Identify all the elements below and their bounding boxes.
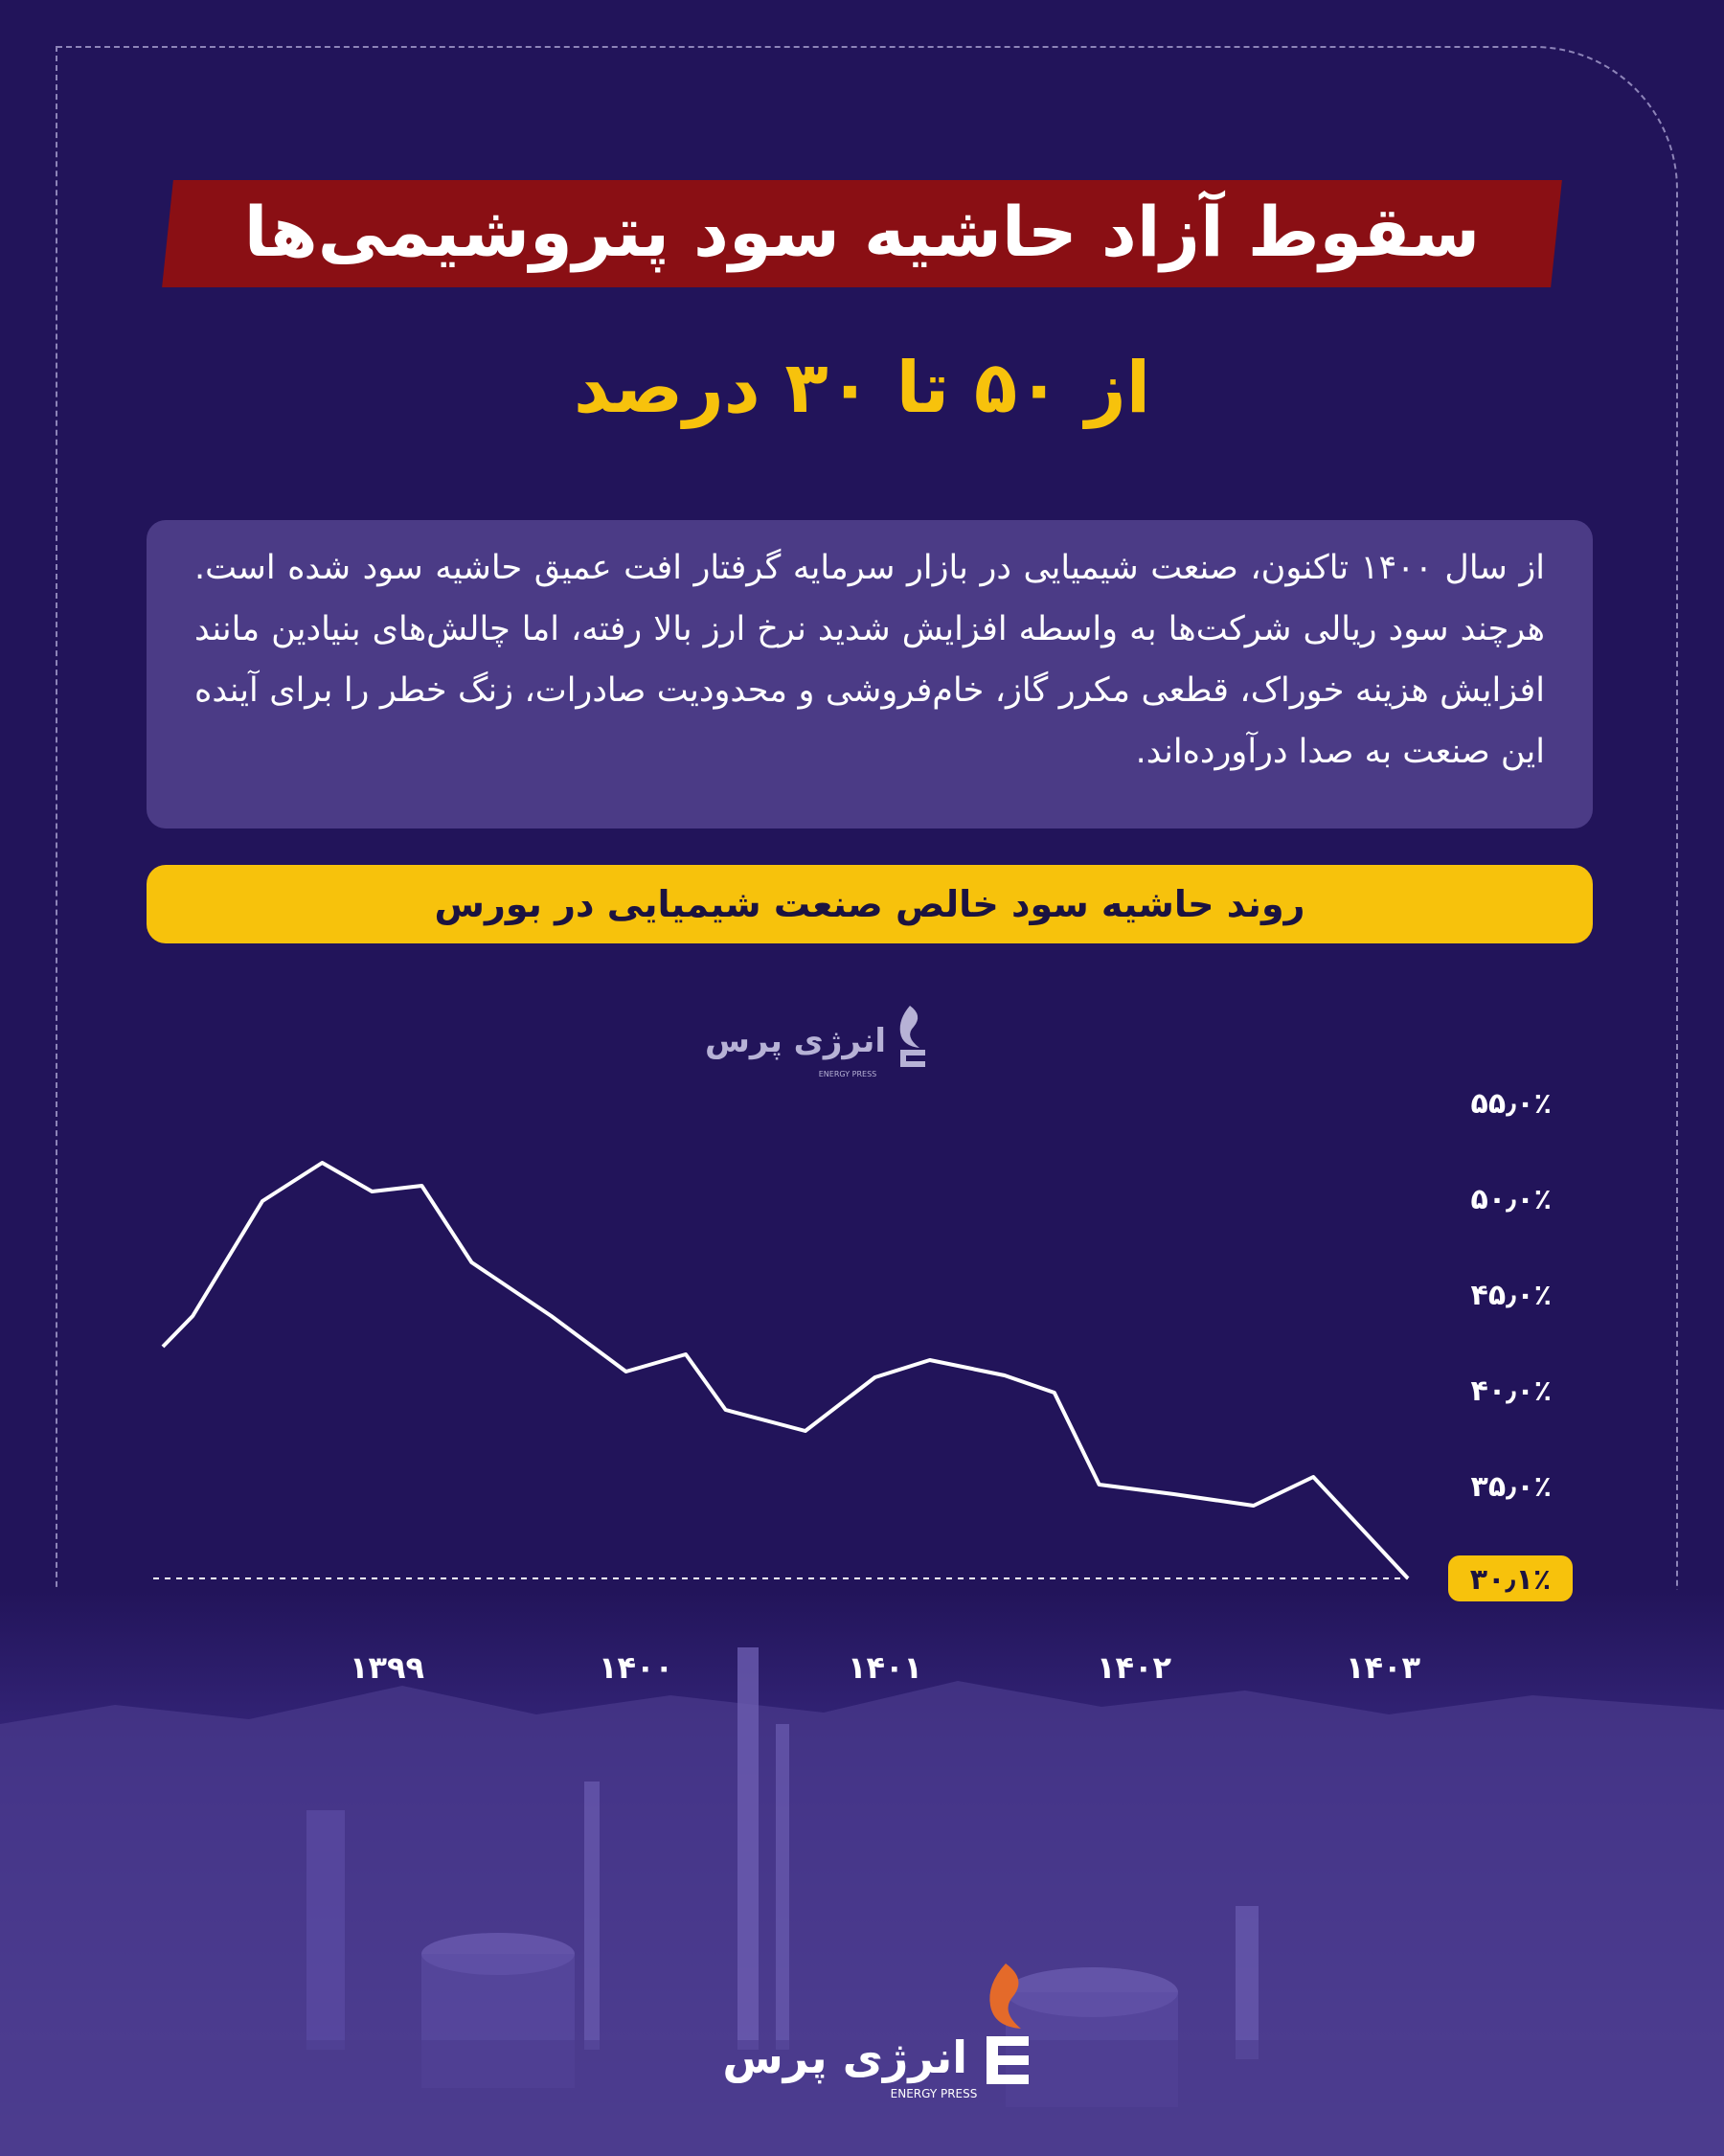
y-tick-label: ۴۵٫۰٪ [1470,1279,1552,1312]
page-title: سقوط آزاد حاشیه سود پتروشیمی‌ها [243,192,1481,272]
y-tick-label: ۴۰٫۰٪ [1470,1374,1552,1408]
page-subtitle: از ۵۰ تا ۳۰ درصد [573,347,1151,429]
last-value-badge [1448,1555,1573,1601]
flame-icon-large [989,1963,1021,2029]
brand-logo-small-text: انرژی پرس [705,1022,886,1060]
e-mark-icon-large [987,2036,1029,2084]
y-tick-label: ۵۵٫۰٪ [1470,1087,1552,1121]
chart-title: روند حاشیه سود خالص صنعت شیمیایی در بورس [147,865,1593,943]
x-tick-label: ۱۴۰۳ [1345,1649,1421,1686]
x-tick-label: ۱۴۰۲ [1096,1649,1172,1686]
description-box: از سال ۱۴۰۰ تاکنون، صنعت شیمیایی در بازار سرمایه گرفتار افت عمیق حاشیه سود شده است. هرچند سود ریالی شرکت‌ها به واسطه افزایش شدید نرخ ارز بالا رفته، اما چالش‌های بنیادین مانند افزایش هزینه خوراک، قطعی مکرر گاز، خام‌فروشی و محدودیت صادرات، زنگ خطر را برای آینده این صنعت به صدا درآورده‌اند. [147,520,1593,828]
x-tick-label: ۱۴۰۰ [598,1649,674,1686]
badge-label: ۳۰٫۱٪ [1469,1563,1552,1597]
brand-logo-large-tagline: ENERGY PRESS [890,2087,978,2100]
brand-logo-small-tagline: ENERGY PRESS [818,1070,877,1078]
series-line [163,1163,1408,1578]
x-tick-label: ۱۳۹۹ [349,1649,425,1686]
x-axis [350,1649,1421,1686]
y-axis [1471,1087,1552,1504]
y-tick-label: ۳۵٫۰٪ [1470,1470,1552,1504]
x-tick-label: ۱۴۰۱ [847,1649,923,1686]
y-tick-label: ۵۰٫۰٪ [1470,1183,1552,1216]
brand-logo-large-text: انرژی پرس [722,2031,967,2083]
brand-logo-large [722,1954,1063,2117]
